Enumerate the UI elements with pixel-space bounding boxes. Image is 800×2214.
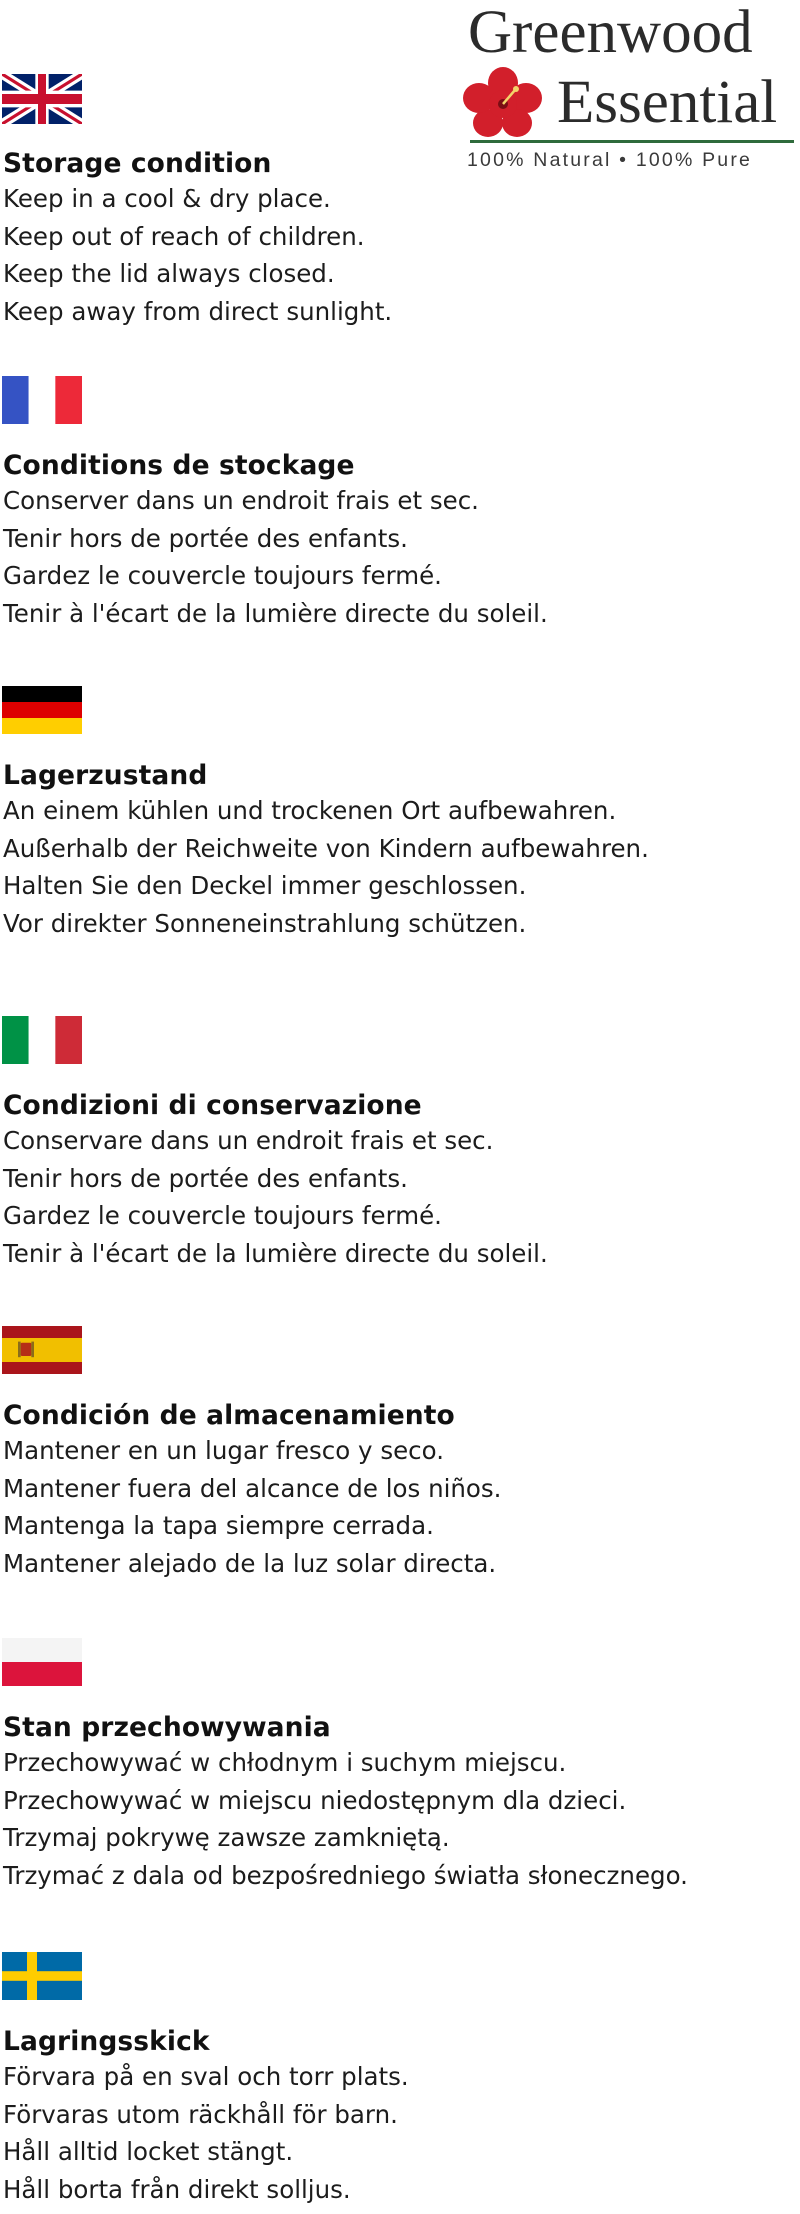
instruction-line: Gardez le couvercle toujours fermé. [3,561,442,590]
instruction-line: Tenir à l'écart de la lumière directe du soleil. [3,1238,548,1268]
sweden-flag-icon [2,1952,82,2000]
logo-divider [470,140,794,143]
instruction-line: Außerhalb der Reichweite von Kindern aufbewahren. [3,833,649,863]
italy-flag-icon [2,1016,82,1064]
instruction-line: Halten Sie den Deckel immer geschlossen. [3,871,527,900]
instruction-line: Vor direkter Sonneneinstrahlung schützen. [3,908,527,938]
instruction-line: Håll alltid locket stängt. [3,2137,294,2166]
instruction-line: Trzymaj pokrywę zawsze zamkniętą. [3,1823,450,1852]
instruction-line: Trzymać z dala od bezpośredniego światła słonecznego. [3,1860,688,1890]
uk-flag-icon [2,74,82,124]
instruction-line: Gardez le couvercle toujours fermé. [3,1201,442,1230]
section-title: Conditions de stockage [3,450,355,481]
section-title: Condición de almacenamiento [3,1400,455,1431]
brand-name-line2: Essential [557,69,778,136]
instruction-line: Tenir à l'écart de la lumière directe du soleil. [3,598,548,628]
germany-flag-icon [2,686,82,734]
instruction-line: Tenir hors de portée des enfants. [3,1163,408,1193]
instruction-line: Håll borta från direkt solljus. [3,2174,351,2204]
instruction-line: Förvara på en sval och torr plats. [3,2062,409,2091]
instruction-list [3,1122,548,1272]
instruction-line: Przechowywać w chłodnym i suchym miejscu. [3,1748,567,1777]
hibiscus-flower-icon [463,66,543,138]
instruction-list [3,2058,409,2208]
instruction-line: Keep the lid always closed. [3,259,335,288]
instruction-line: Keep in a cool & dry place. [3,184,331,213]
instruction-list [3,1744,688,1894]
instruction-line: Conserver dans un endroit frais et sec. [3,486,479,515]
instruction-line: Förvaras utom räckhåll för barn. [3,2099,398,2129]
instruction-line: An einem kühlen und trockenen Ort aufbewahren. [3,796,617,825]
section-title: Storage condition [3,148,272,179]
poland-flag-icon [2,1638,82,1686]
brand-tagline: 100% Natural • 100% Pure [467,149,753,171]
spain-flag-icon [2,1326,82,1374]
instruction-list [3,792,649,942]
brand-logo [462,0,800,170]
section-title: Lagringsskick [3,2026,210,2057]
france-flag-icon [2,376,82,424]
instruction-line: Mantener alejado de la luz solar directa. [3,1548,497,1578]
instruction-line: Mantenga la tapa siempre cerrada. [3,1511,434,1540]
section-title: Stan przechowywania [3,1712,331,1743]
section-title: Condizioni di conservazione [3,1090,422,1121]
instruction-list [3,180,392,330]
instruction-list [3,482,548,632]
instruction-line: Mantener fuera del alcance de los niños. [3,1473,502,1503]
instruction-line: Conservare dans un endroit frais et sec. [3,1126,494,1155]
section-title: Lagerzustand [3,760,208,791]
instruction-list [3,1432,501,1582]
instruction-line: Tenir hors de portée des enfants. [3,523,408,553]
instruction-line: Keep away from direct sunlight. [3,296,393,326]
brand-name-line1: Greenwood [468,0,753,66]
instruction-line: Keep out of reach of children. [3,221,365,251]
instruction-line: Mantener en un lugar fresco y seco. [3,1436,444,1465]
instruction-line: Przechowywać w miejscu niedostępnym dla dzieci. [3,1785,627,1815]
